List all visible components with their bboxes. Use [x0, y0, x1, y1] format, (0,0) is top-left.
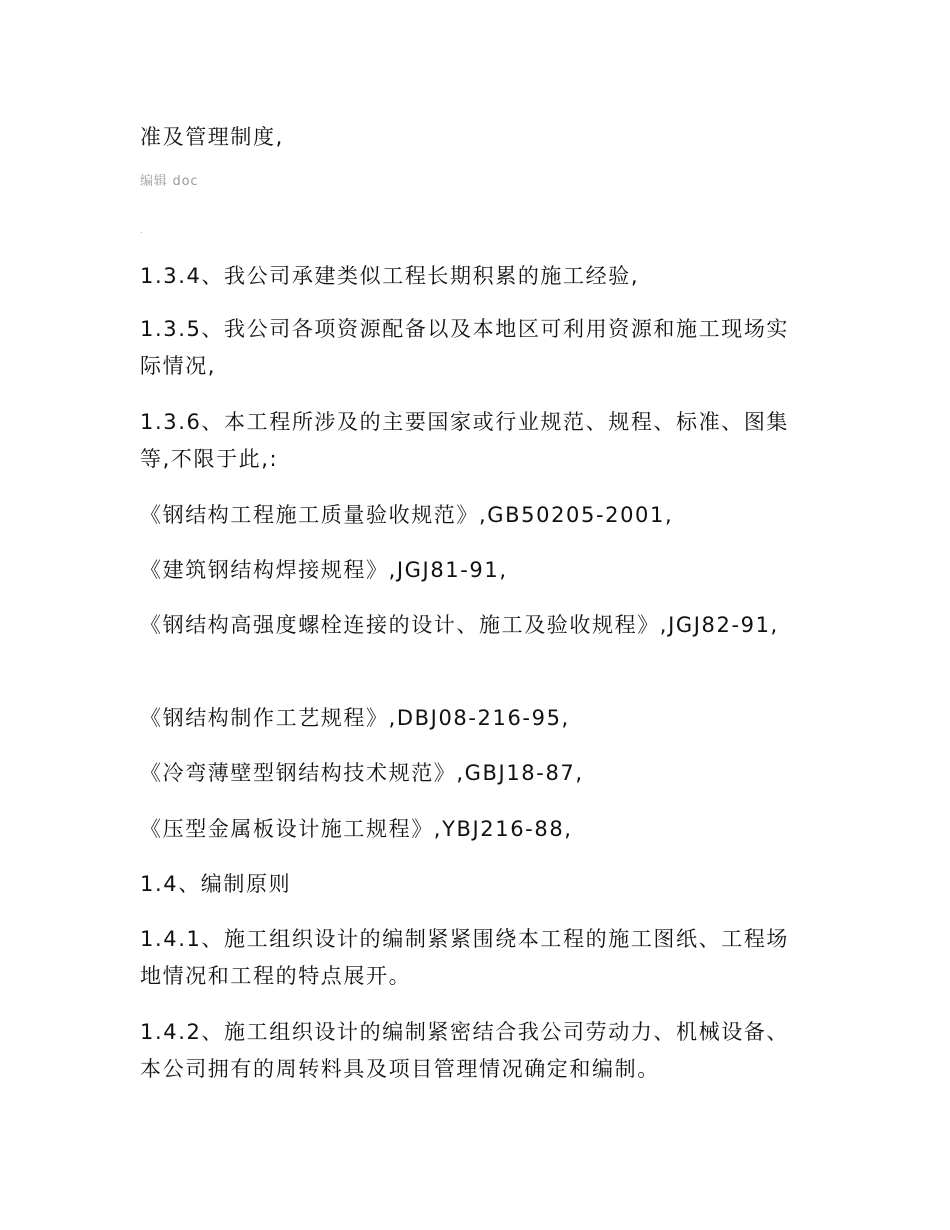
watermark-text: 编辑 doc [140, 174, 199, 189]
standard-item: 《冷弯薄壁型钢结构技术规范》,GBJ18-87, [140, 761, 584, 785]
clause-1-4-2: 1.4.2、施工组织设计的编制紧密结合我公司劳动力、机械设备、本公司拥有的周转料具及项目管理情况确定和编制。 [140, 1020, 790, 1081]
standard-item: 《建筑钢结构焊接规程》,JGJ81-91, [140, 558, 508, 582]
standard-item: 《钢结构高强度螺栓连接的设计、施工及验收规程》,JGJ82-91, [140, 613, 779, 637]
text-line: 准及管理制度, [140, 125, 284, 149]
standard-item: 《钢结构工程施工质量验收规范》,GB50205-2001, [140, 503, 674, 527]
separator-dot: . [140, 226, 143, 236]
standard-item: 《压型金属板设计施工规程》,YBJ216-88, [140, 817, 573, 841]
section-heading: 1.4、编制原则 [140, 872, 292, 896]
clause-1-3-6: 1.3.6、本工程所涉及的主要国家或行业规范、规程、标准、图集等,不限于此,: [140, 410, 790, 471]
clause-1-3-4: 1.3.4、我公司承建类似工程长期积累的施工经验, [140, 264, 640, 288]
standard-item: 《钢结构制作工艺规程》,DBJ08-216-95, [140, 706, 570, 730]
clause-1-3-5: 1.3.5、我公司各项资源配备以及本地区可利用资源和施工现场实际情况, [140, 317, 790, 378]
clause-1-4-1: 1.4.1、施工组织设计的编制紧紧围绕本工程的施工图纸、工程场地情况和工程的特点展开。 [140, 927, 790, 988]
